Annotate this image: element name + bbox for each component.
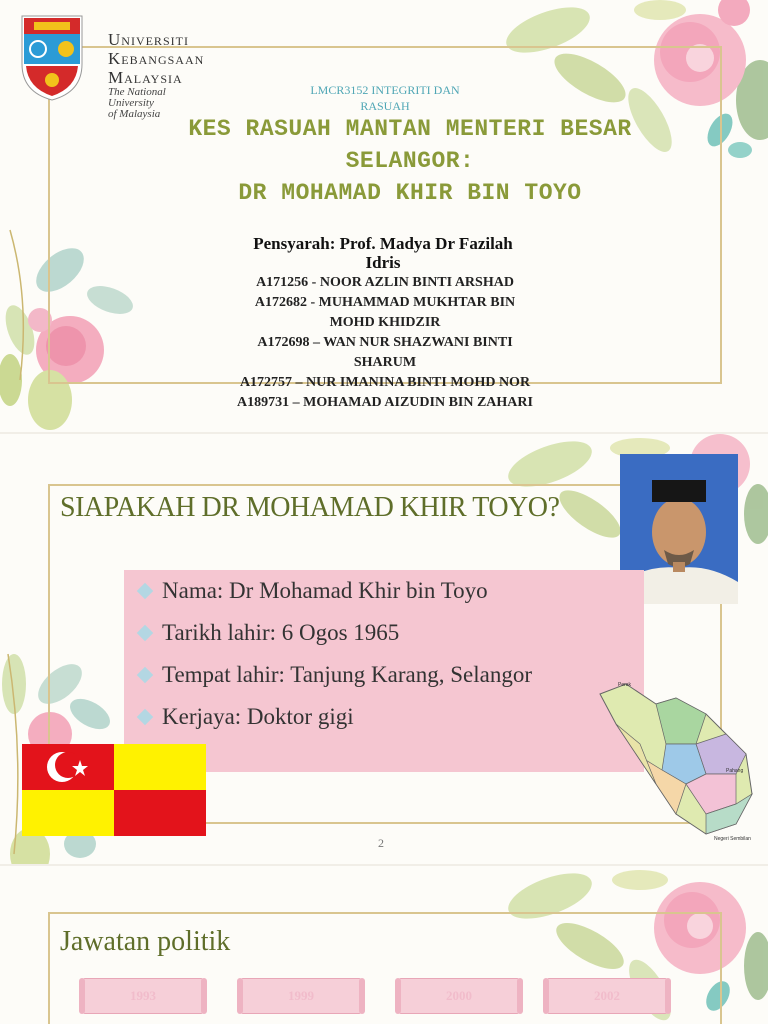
year-scroll: 1999 [240,978,362,1014]
course-code [280,82,490,114]
diamond-bullet-icon [138,710,152,724]
bullet-text: Tempat lahir: Tanjung Karang, Selangor [162,662,532,687]
bullet-text: Kerjaya: Doktor gigi [162,704,354,729]
member-line: SHARUM [353,355,417,370]
bullet-text: Nama: Dr Mohamad Khir bin Toyo [162,578,488,603]
bullet-name [138,578,488,604]
title-line-2: SELANGOR: [345,148,475,174]
political-positions-slide [0,866,768,1024]
diamond-bullet-icon [138,626,152,640]
slide-heading: Jawatan politik [60,926,231,957]
logo-sub-1: The National University [108,86,166,109]
member-line: A171256 - NOOR AZLIN BINTI ARSHAD [256,275,514,290]
title-line-1: KES RASUAH MANTAN MENTERI BESAR [188,116,632,142]
group-members [194,273,576,413]
map-label-east: Pahang [726,768,744,774]
university-logo [20,14,210,120]
course-line-1: LMCR3152 INTEGRITI DAN [310,83,460,97]
member-line: A172698 – WAN NUR SHAZWANI BINTI [257,335,513,350]
year-scroll: 2000 [398,978,520,1014]
logo-line-2: Kebangsaan [108,49,205,68]
logo-sub-2: of Malaysia [108,108,161,120]
member-line: A189731 – MOHAMAD AIZUDIN BIN ZAHARI [237,395,533,410]
page-number: 2 [378,836,384,850]
map-label-south: Negeri Sembilan [714,836,751,842]
logo-line-1: Universiti [108,30,189,49]
presentation-title [120,113,700,209]
crest-icon [20,14,84,102]
map-label-north: Perak [618,682,632,688]
profile-slide [0,434,768,864]
logo-line-3: Malaysia [108,68,183,87]
year-scroll: 1993 [82,978,204,1014]
selangor-flag-icon [22,744,206,836]
selangor-map-icon [596,674,756,844]
lecturer-line-1: Pensyarah: Prof. Madya Dr Fazilah [253,234,513,253]
diamond-bullet-icon [138,668,152,682]
title-slide [0,0,768,432]
bullet-career [138,704,354,730]
bullet-birthdate [138,620,399,646]
lecturer-name [210,234,556,272]
slide-heading: SIAPAKAH DR MOHAMAD KHIR TOYO? [60,492,560,523]
member-line: A172682 - MUHAMMAD MUKHTAR BIN [254,295,516,310]
year-scroll: 2002 [546,978,668,1014]
bullet-text: Tarikh lahir: 6 Ogos 1965 [162,620,400,645]
course-line-2: RASUAH [360,99,410,113]
bullet-birthplace [138,662,532,688]
title-line-3: DR MOHAMAD KHIR BIN TOYO [238,180,582,206]
biodata-box [124,570,644,772]
diamond-bullet-icon [138,584,152,598]
member-line: A172757 – NUR IMANINA BINTI MOHD NOR [239,375,531,390]
lecturer-line-2: Idris [365,253,401,272]
member-line: MOHD KHIDZIR [329,315,441,330]
